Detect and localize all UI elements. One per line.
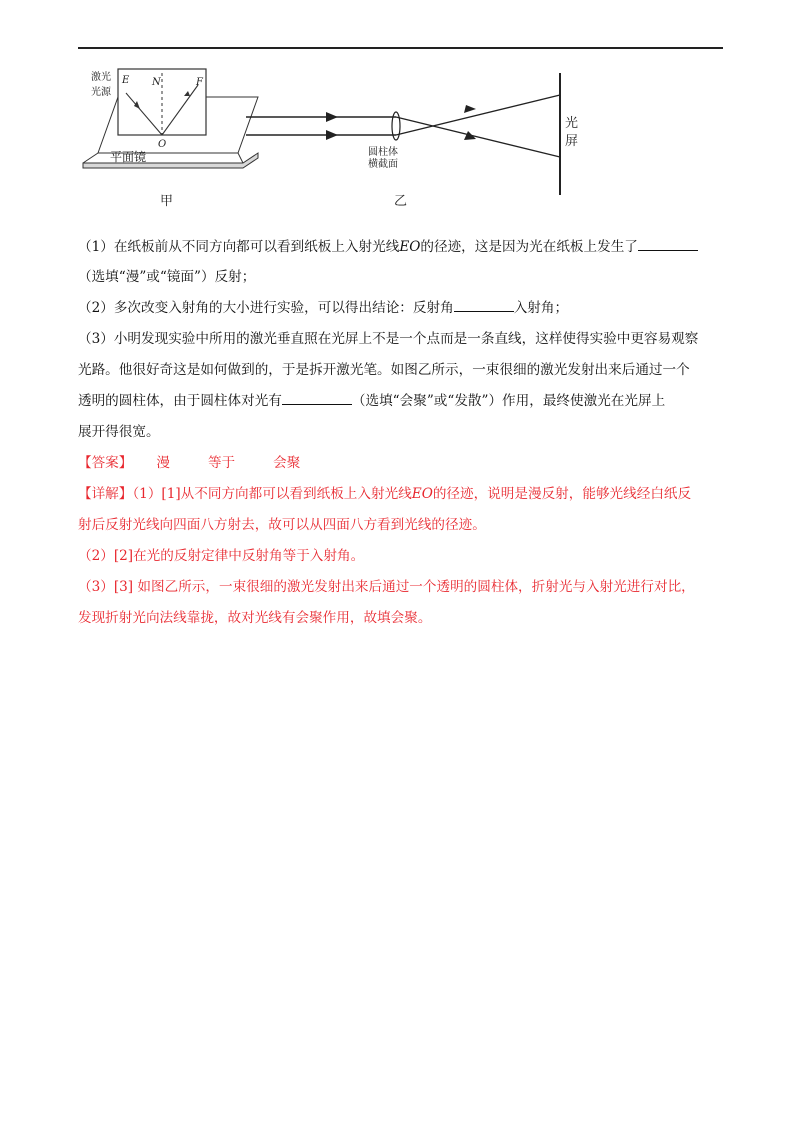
answer-label: 【答案】 [78,455,133,471]
figure-jia [83,69,258,209]
label-e: E [122,75,130,86]
cylinder-label-2: 横截面 [368,159,398,170]
caption-yi: 乙 [394,194,408,209]
question-1-line-1: （1）在纸板前从不同方向都可以看到纸板上入射光线EO的径迹，这是因为光在纸板上发生了 [78,232,728,262]
laser-source-label-1: 激光 [91,72,111,83]
header-rule [78,47,723,49]
screen-label-1: 光 [565,116,579,131]
detail-line-3: （2）[2]在光的反射定律中反射角等于入射角。 [78,548,365,564]
answer-value-1: 漫 [156,455,170,471]
question-1-line-2: （选填“漫”或“镜面”）反射； [78,269,256,285]
paper-board [118,69,206,135]
question-2: （2）多次改变入射角的大小进行实验，可以得出结论：反射角 入射角； [78,293,728,323]
answer-line [78,448,728,478]
detail-label: 【详解】 [78,486,133,502]
figure-yi [246,73,578,209]
detail-line-1: 【详解】（1）[1]从不同方向都可以看到纸板上入射光线EO的径迹，说明是漫反射，能够光线经白纸反 [78,486,692,502]
refracted-ray-1 [396,117,560,157]
detail-line-5: 发现折射光向法线靠拢，故对光线有会聚作用，故填会聚。 [78,610,432,626]
answer-blank-1 [638,236,698,251]
answer-value-2: 等于 [207,455,236,471]
question-3-line-1: （3）小明发现实验中所用的激光垂直照在光屏上不是一个点而是一条直线，这样使得实验中更容易观察 [78,331,699,347]
eo-symbol: EO [399,239,421,255]
laser-source-label-2: 光源 [91,87,111,98]
answer-blank-3 [282,390,352,405]
label-f: F [196,77,203,88]
mirror-label: 平面镜 [110,150,147,164]
cylinder-label-1: 圆柱体 [368,147,398,158]
question-3-line-2: 光路。他很好奇这是如何做到的，于是拆开激光笔。如图乙所示，一束很细的激光发射出来后通过一个 [78,362,690,378]
detail-line-2: 射后反射光线向四面八方射去，故可以从四面八方看到光线的径迹。 [78,517,486,533]
caption-jia: 甲 [160,194,174,209]
question-3-line-4: 展开得很宽。 [78,424,160,440]
screen-label-2: 屏 [565,134,579,149]
question-3-line-3: 透明的圆柱体，由于圆柱体对光有 （选填“会聚”或“发散”）作用，最终使激光在光屏上 [78,386,728,416]
detail-line-4: （3）[3] 如图乙所示，一束很细的激光发射出来后通过一个透明的圆柱体，折射光与入射光进行对比， [78,579,695,595]
label-n: N [152,77,161,88]
experiment-figure [78,55,598,215]
answer-value-3: 会聚 [273,455,301,471]
label-o: O [158,139,167,150]
refracted-ray-2 [396,95,560,135]
cylinder-cross-section [392,112,400,140]
answer-blank-2 [454,297,514,312]
